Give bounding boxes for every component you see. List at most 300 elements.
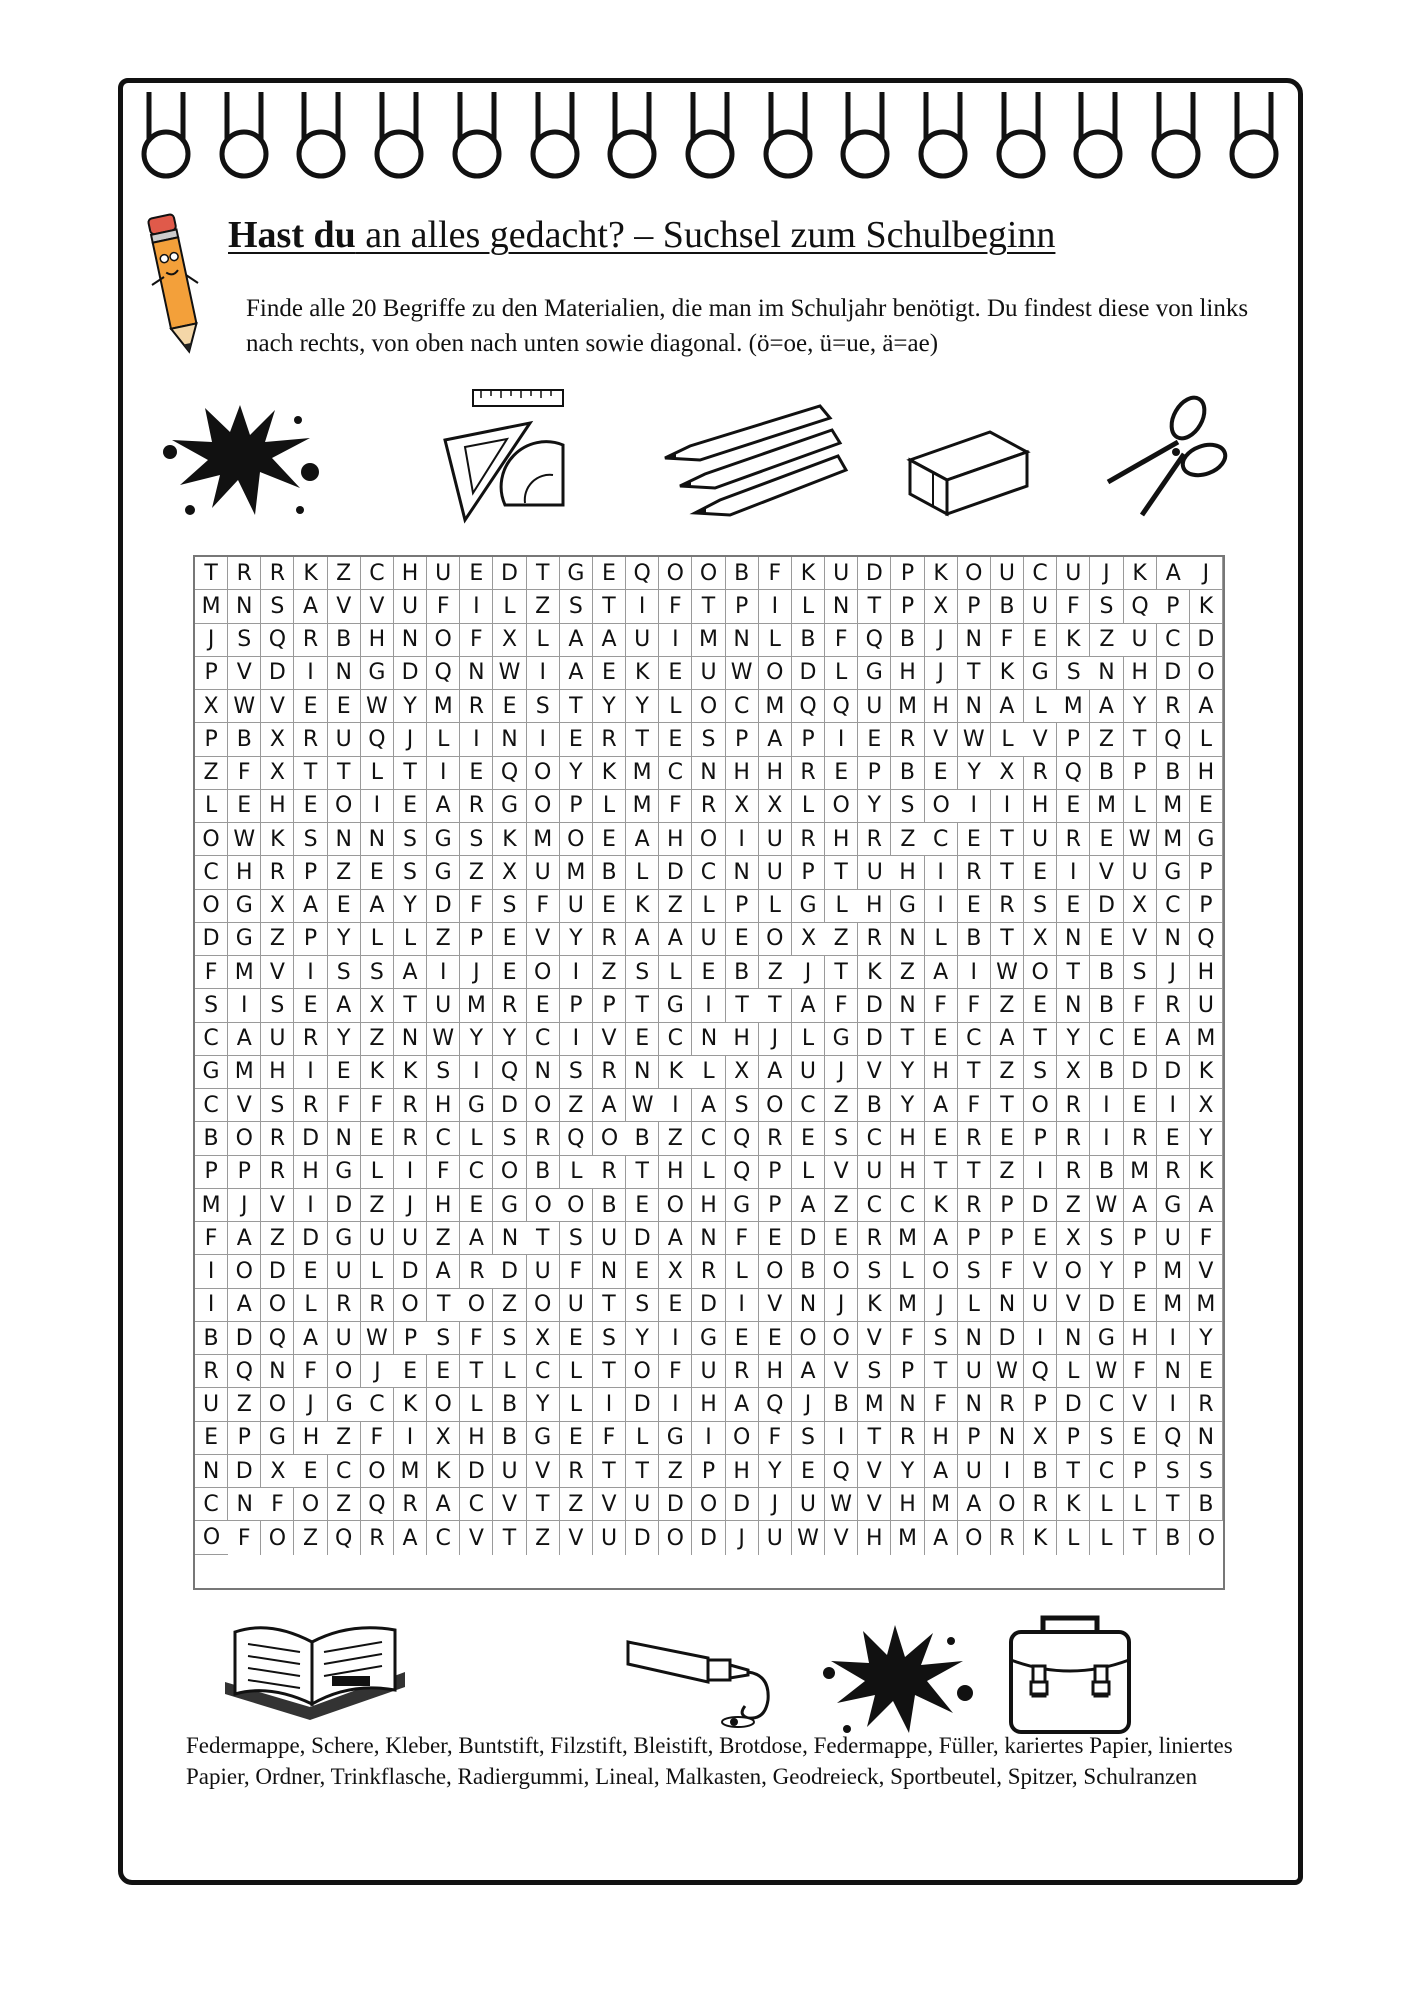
grid-cell: T — [1157, 1488, 1190, 1521]
grid-cell: E — [1190, 790, 1223, 823]
grid-cell: V — [361, 590, 394, 623]
grid-cell: T — [527, 1488, 560, 1521]
grid-cell: L — [792, 590, 825, 623]
grid-cell: W — [361, 690, 394, 723]
grid-cell: K — [925, 1189, 958, 1222]
grid-cell: S — [527, 690, 560, 723]
grid-cell: J — [394, 723, 427, 756]
grid-cell: R — [261, 557, 294, 590]
grid-cell: I — [692, 989, 725, 1022]
grid-cell: V — [560, 1521, 593, 1554]
grid-cell: L — [460, 1388, 493, 1421]
grid-cell: X — [726, 1056, 759, 1089]
grid-cell: O — [527, 757, 560, 790]
grid-cell: D — [626, 1388, 659, 1421]
grid-cell: E — [1024, 989, 1057, 1022]
grid-cell: O — [659, 557, 692, 590]
grid-cell: C — [692, 856, 725, 889]
grid-cell: O — [825, 790, 858, 823]
grid-cell: T — [1057, 1455, 1090, 1488]
grid-cell: N — [792, 1289, 825, 1322]
grid-cell: U — [692, 1355, 725, 1388]
grid-cell: U — [858, 690, 891, 723]
grid-cell: R — [294, 624, 327, 657]
grid-cell: P — [1190, 856, 1223, 889]
grid-cell: S — [1057, 657, 1090, 690]
grid-cell: H — [1190, 956, 1223, 989]
grid-cell: V — [825, 1521, 858, 1554]
grid-cell: H — [294, 1422, 327, 1455]
grid-cell: O — [692, 690, 725, 723]
grid-cell: E — [361, 1122, 394, 1155]
grid-cell: E — [1024, 624, 1057, 657]
grid-cell: M — [692, 624, 725, 657]
grid-cell: P — [1157, 590, 1190, 623]
grid-cell: O — [692, 1488, 725, 1521]
grid-cell: G — [427, 856, 460, 889]
grid-cell: C — [792, 1089, 825, 1122]
grid-cell: F — [195, 956, 228, 989]
grid-cell: N — [328, 823, 361, 856]
grid-cell: R — [1157, 690, 1190, 723]
grid-cell: H — [427, 1189, 460, 1222]
grid-cell: W — [825, 1488, 858, 1521]
binding-ring-icon — [601, 92, 663, 180]
grid-cell: M — [626, 790, 659, 823]
grid-cell: I — [659, 1322, 692, 1355]
grid-cell: T — [626, 989, 659, 1022]
grid-cell: Z — [991, 989, 1024, 1022]
grid-cell: I — [294, 956, 327, 989]
grid-cell: R — [1190, 1388, 1223, 1421]
grid-cell: K — [626, 890, 659, 923]
page-title: Hast du an alles gedacht? – Suchsel zum Schulbeginn — [228, 214, 1056, 256]
grid-cell: F — [361, 1422, 394, 1455]
grid-cell: L — [991, 723, 1024, 756]
grid-cell: F — [891, 1322, 924, 1355]
grid-cell: L — [1057, 1521, 1090, 1554]
grid-cell: U — [427, 989, 460, 1022]
grid-cell: B — [1157, 757, 1190, 790]
grid-cell: L — [626, 1422, 659, 1455]
grid-cell: Z — [361, 1023, 394, 1056]
grid-cell: Y — [759, 1455, 792, 1488]
grid-cell: T — [460, 1355, 493, 1388]
grid-cell: D — [659, 1488, 692, 1521]
grid-cell: X — [1124, 890, 1157, 923]
grid-cell: S — [1190, 1455, 1223, 1488]
grid-cell: L — [361, 1255, 394, 1288]
grid-cell: K — [593, 757, 626, 790]
grid-cell: E — [759, 1322, 792, 1355]
grid-cell: O — [261, 1388, 294, 1421]
grid-cell: I — [726, 823, 759, 856]
grid-cell: E — [726, 923, 759, 956]
grid-cell: I — [1157, 1089, 1190, 1122]
grid-cell: U — [394, 1222, 427, 1255]
grid-cell: C — [659, 757, 692, 790]
grid-cell: F — [261, 1488, 294, 1521]
grid-cell: U — [361, 1222, 394, 1255]
grid-cell: V — [1024, 1255, 1057, 1288]
grid-cell: W — [361, 1322, 394, 1355]
grid-cell: H — [759, 1355, 792, 1388]
grid-cell: S — [1090, 1222, 1123, 1255]
grid-cell: W — [626, 1089, 659, 1122]
grid-cell: Z — [195, 757, 228, 790]
grid-cell: T — [527, 557, 560, 590]
grid-cell: A — [958, 1488, 991, 1521]
grid-cell: Q — [560, 1122, 593, 1155]
grid-cell: O — [759, 923, 792, 956]
grid-cell: U — [991, 557, 1024, 590]
grid-cell: Z — [991, 1156, 1024, 1189]
grid-cell: M — [1190, 1023, 1223, 1056]
grid-cell: F — [361, 1089, 394, 1122]
grid-cell: M — [560, 856, 593, 889]
grid-cell: L — [361, 923, 394, 956]
grid-cell: D — [1124, 1056, 1157, 1089]
grid-cell: O — [726, 1422, 759, 1455]
grid-cell: H — [726, 1023, 759, 1056]
grid-cell: O — [427, 1388, 460, 1421]
grid-cell: I — [228, 989, 261, 1022]
grid-cell: S — [328, 956, 361, 989]
grid-cell: L — [692, 1156, 725, 1189]
binding-ring-icon — [524, 92, 586, 180]
grid-cell: P — [1124, 1255, 1157, 1288]
grid-cell: Q — [726, 1122, 759, 1155]
grid-cell: X — [261, 890, 294, 923]
grid-cell: E — [593, 823, 626, 856]
grid-cell: R — [460, 790, 493, 823]
grid-cell: O — [659, 1521, 692, 1554]
grid-cell: S — [792, 1422, 825, 1455]
grid-cell: R — [593, 723, 626, 756]
grid-cell: R — [858, 923, 891, 956]
grid-cell: N — [891, 1388, 924, 1421]
grid-cell: C — [1157, 890, 1190, 923]
grid-cell: J — [195, 624, 228, 657]
grid-cell: E — [228, 790, 261, 823]
grid-cell: Z — [261, 1222, 294, 1255]
grid-cell: E — [792, 1122, 825, 1155]
grid-cell: D — [726, 1488, 759, 1521]
grid-cell: S — [394, 823, 427, 856]
grid-cell: A — [726, 1388, 759, 1421]
grid-cell: K — [1190, 1056, 1223, 1089]
grid-cell: Q — [858, 624, 891, 657]
grid-cell: S — [1090, 1422, 1123, 1455]
grid-cell: E — [825, 1222, 858, 1255]
grid-cell: P — [958, 1422, 991, 1455]
binding-ring-icon — [1223, 92, 1285, 180]
pencils-icon — [660, 398, 850, 518]
grid-cell: S — [858, 1355, 891, 1388]
grid-cell: E — [858, 723, 891, 756]
grid-cell: J — [228, 1189, 261, 1222]
grid-cell: Z — [825, 1189, 858, 1222]
grid-cell: C — [361, 557, 394, 590]
grid-cell: B — [891, 624, 924, 657]
grid-cell: U — [825, 557, 858, 590]
grid-cell: Z — [891, 956, 924, 989]
grid-cell: D — [294, 1222, 327, 1255]
grid-cell: Q — [825, 690, 858, 723]
grid-cell: P — [294, 923, 327, 956]
grid-cell: M — [891, 1521, 924, 1554]
grid-cell: L — [1124, 1488, 1157, 1521]
grid-cell: S — [858, 1255, 891, 1288]
grid-cell: B — [1090, 757, 1123, 790]
binding-ring-icon — [368, 92, 430, 180]
grid-cell: D — [792, 657, 825, 690]
grid-cell: E — [759, 1222, 792, 1255]
grid-cell: R — [891, 723, 924, 756]
grid-cell: P — [195, 723, 228, 756]
grid-cell: U — [759, 823, 792, 856]
grid-cell: M — [1124, 1156, 1157, 1189]
grid-cell: G — [361, 657, 394, 690]
grid-cell: M — [626, 757, 659, 790]
grid-cell: E — [1124, 1089, 1157, 1122]
grid-cell: P — [593, 989, 626, 1022]
grid-cell: Y — [1124, 690, 1157, 723]
grid-cell: U — [560, 890, 593, 923]
grid-cell: L — [792, 790, 825, 823]
grid-cell: A — [792, 1355, 825, 1388]
grid-cell: H — [294, 1156, 327, 1189]
scissors-icon — [1100, 390, 1230, 520]
grid-cell: P — [726, 723, 759, 756]
grid-cell: V — [1190, 1255, 1223, 1288]
grid-cell: L — [195, 790, 228, 823]
grid-cell: M — [394, 1455, 427, 1488]
grid-cell: R — [991, 1388, 1024, 1421]
grid-cell: Z — [1090, 723, 1123, 756]
grid-cell: S — [560, 1222, 593, 1255]
grid-cell: Q — [493, 1056, 526, 1089]
grid-cell: D — [1157, 657, 1190, 690]
grid-cell: E — [593, 557, 626, 590]
grid-cell: Z — [659, 890, 692, 923]
grid-cell: I — [560, 1023, 593, 1056]
grid-cell: O — [527, 1089, 560, 1122]
grid-cell: E — [294, 790, 327, 823]
grid-cell: R — [1057, 1089, 1090, 1122]
grid-cell: P — [195, 1156, 228, 1189]
grid-cell: S — [228, 624, 261, 657]
grid-cell: U — [858, 1156, 891, 1189]
grid-cell: U — [1190, 989, 1223, 1022]
grid-cell: T — [560, 690, 593, 723]
grid-cell: A — [659, 923, 692, 956]
grid-cell: K — [1057, 1488, 1090, 1521]
grid-cell: B — [1157, 1521, 1190, 1554]
grid-cell: K — [394, 1388, 427, 1421]
grid-cell: W — [427, 1023, 460, 1056]
grid-cell: H — [925, 1422, 958, 1455]
grid-cell: K — [858, 956, 891, 989]
grid-cell: O — [560, 1189, 593, 1222]
grid-cell: J — [759, 1488, 792, 1521]
grid-cell: Y — [394, 690, 427, 723]
grid-cell: B — [1090, 1056, 1123, 1089]
grid-cell: R — [1157, 989, 1190, 1022]
grid-cell: B — [792, 1255, 825, 1288]
grid-cell: Y — [1190, 1322, 1223, 1355]
grid-cell: L — [825, 657, 858, 690]
grid-cell: O — [626, 1355, 659, 1388]
grid-cell: V — [527, 923, 560, 956]
grid-cell: L — [1057, 1355, 1090, 1388]
grid-cell: I — [925, 856, 958, 889]
grid-cell: F — [195, 1222, 228, 1255]
binding-ring-icon — [135, 92, 197, 180]
grid-cell: G — [560, 557, 593, 590]
grid-cell: I — [394, 1156, 427, 1189]
grid-cell: X — [1024, 923, 1057, 956]
grid-cell: R — [294, 723, 327, 756]
grid-cell: H — [692, 1388, 725, 1421]
grid-cell: G — [228, 923, 261, 956]
grid-cell: O — [527, 790, 560, 823]
grid-cell: D — [692, 1289, 725, 1322]
grid-cell: N — [228, 590, 261, 623]
grid-cell: A — [427, 1255, 460, 1288]
grid-cell: B — [593, 1189, 626, 1222]
grid-cell: O — [294, 1488, 327, 1521]
grid-cell: I — [1024, 1322, 1057, 1355]
grid-cell: L — [361, 1156, 394, 1189]
grid-cell: N — [825, 590, 858, 623]
grid-cell: P — [759, 1156, 792, 1189]
grid-cell: L — [294, 1289, 327, 1322]
grid-cell: O — [925, 1255, 958, 1288]
grid-cell: I — [527, 657, 560, 690]
grid-cell: E — [659, 723, 692, 756]
grid-cell: R — [460, 1255, 493, 1288]
grid-cell: F — [228, 757, 261, 790]
grid-cell: L — [361, 757, 394, 790]
grid-cell: S — [261, 590, 294, 623]
grid-cell: A — [692, 1089, 725, 1122]
grid-cell: Y — [626, 690, 659, 723]
grid-cell: P — [1024, 1388, 1057, 1421]
grid-cell: O — [692, 557, 725, 590]
grid-cell: J — [1157, 956, 1190, 989]
grid-cell: Y — [560, 757, 593, 790]
grid-cell: O — [958, 1521, 991, 1554]
grid-cell: O — [195, 823, 228, 856]
grid-cell: L — [493, 1355, 526, 1388]
grid-cell: G — [1157, 856, 1190, 889]
grid-cell: A — [792, 1189, 825, 1222]
grid-cell: N — [493, 1222, 526, 1255]
school-bag-icon — [1005, 1610, 1135, 1740]
grid-cell: J — [925, 657, 958, 690]
grid-cell: J — [1190, 557, 1223, 590]
grid-cell: S — [261, 989, 294, 1022]
grid-cell: U — [527, 856, 560, 889]
grid-cell: L — [759, 624, 792, 657]
grid-cell: R — [593, 923, 626, 956]
grid-cell: V — [493, 1488, 526, 1521]
grid-cell: W — [228, 823, 261, 856]
grid-cell: K — [1057, 624, 1090, 657]
grid-cell: F — [659, 790, 692, 823]
grid-cell: U — [759, 856, 792, 889]
spiral-binding — [135, 92, 1285, 182]
grid-cell: J — [726, 1521, 759, 1554]
grid-cell: R — [361, 1289, 394, 1322]
grid-cell: A — [593, 1089, 626, 1122]
grid-cell: R — [394, 1488, 427, 1521]
grid-cell: M — [527, 823, 560, 856]
grid-cell: V — [1090, 856, 1123, 889]
grid-cell: A — [427, 790, 460, 823]
grid-cell: A — [1157, 557, 1190, 590]
grid-cell: U — [328, 723, 361, 756]
grid-cell: X — [1057, 1056, 1090, 1089]
grid-cell: P — [1024, 1122, 1057, 1155]
grid-cell: Y — [560, 923, 593, 956]
grid-cell: P — [726, 890, 759, 923]
grid-cell: R — [991, 890, 1024, 923]
grid-cell: U — [593, 1521, 626, 1554]
grid-cell: A — [228, 1289, 261, 1322]
grid-cell: V — [825, 1156, 858, 1189]
grid-cell: K — [294, 557, 327, 590]
grid-cell: B — [1090, 956, 1123, 989]
grid-cell: M — [1157, 1255, 1190, 1288]
grid-cell: V — [858, 1056, 891, 1089]
grid-cell: T — [958, 1056, 991, 1089]
grid-cell: N — [228, 1488, 261, 1521]
grid-cell: I — [460, 723, 493, 756]
grid-cell: G — [527, 1422, 560, 1455]
grid-cell: K — [626, 657, 659, 690]
grid-cell: R — [593, 1056, 626, 1089]
grid-cell: H — [659, 1156, 692, 1189]
grid-cell: E — [1124, 1289, 1157, 1322]
grid-cell: U — [1124, 856, 1157, 889]
grid-cell: E — [1024, 856, 1057, 889]
grid-cell: E — [361, 856, 394, 889]
grid-cell: Q — [792, 690, 825, 723]
grid-cell: M — [460, 989, 493, 1022]
grid-cell: I — [294, 657, 327, 690]
grid-cell: O — [1197, 1525, 1216, 1551]
grid-cell: P — [195, 657, 228, 690]
grid-cell: D — [1090, 1289, 1123, 1322]
grid-cell: B — [195, 1322, 228, 1355]
grid-cell: B — [527, 1156, 560, 1189]
grid-cell: X — [1057, 1222, 1090, 1255]
grid-cell: F — [759, 557, 792, 590]
open-book-icon — [220, 1612, 410, 1722]
grid-cell: I — [1157, 1388, 1190, 1421]
grid-cell: C — [361, 1388, 394, 1421]
grid-cell: A — [394, 956, 427, 989]
grid-cell: R — [858, 823, 891, 856]
grid-cell: H — [891, 1156, 924, 1189]
grid-cell: D — [493, 1089, 526, 1122]
grid-cell: T — [427, 1289, 460, 1322]
grid-cell: W — [1124, 823, 1157, 856]
grid-cell: B — [991, 590, 1024, 623]
grid-cell: U — [1124, 624, 1157, 657]
